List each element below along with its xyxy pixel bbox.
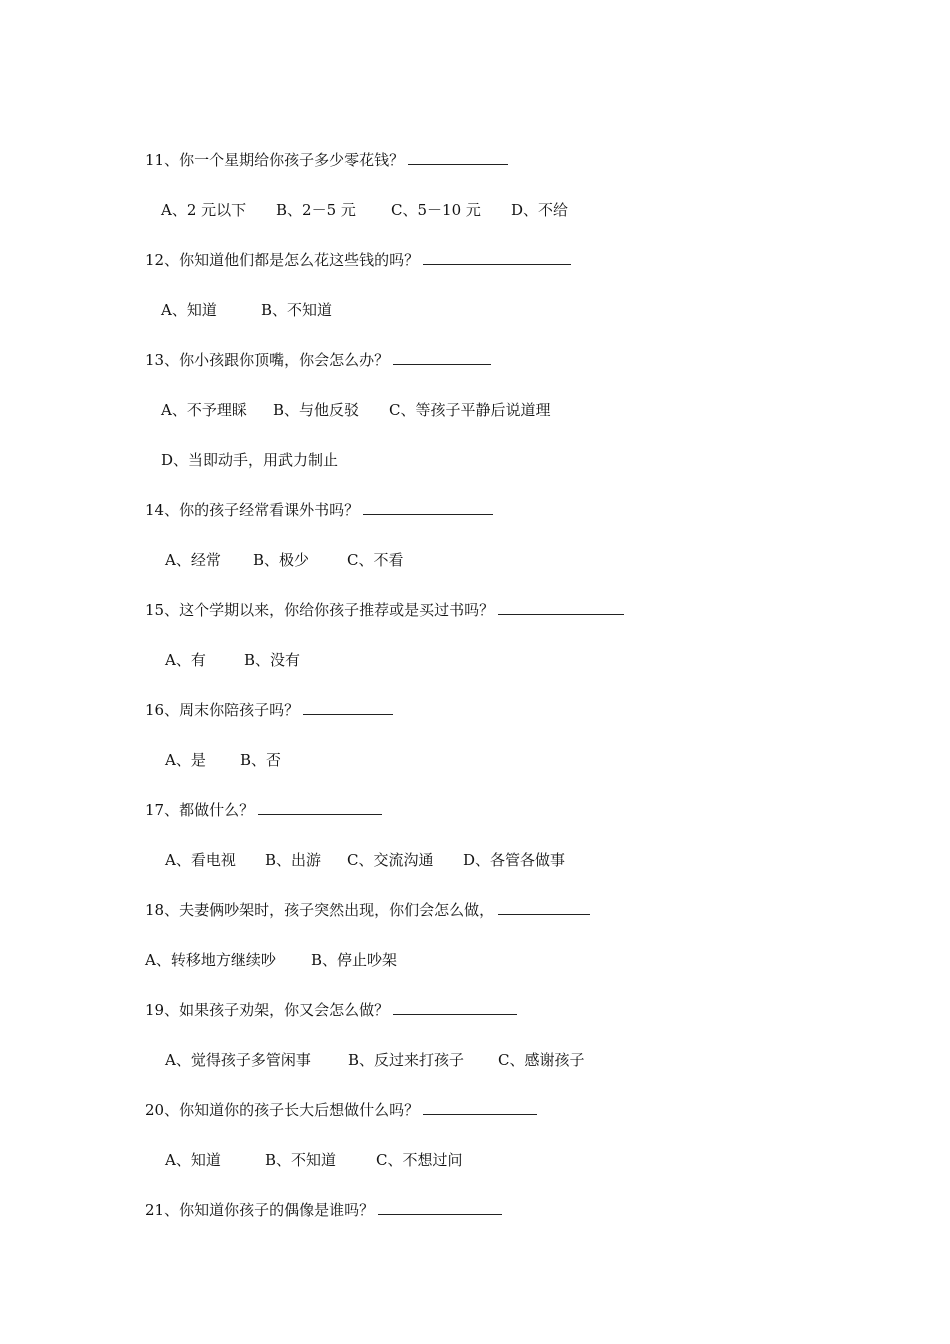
question-text: 13、你小孩跟你顶嘴，你会怎么办？ — [145, 351, 390, 369]
option: B、否 — [240, 751, 282, 769]
option: B、反过来打孩子 — [348, 1051, 465, 1069]
question-17 — [145, 800, 382, 820]
question-text: 19、如果孩子劝架，你又会怎么做？ — [145, 1001, 390, 1019]
question-16 — [145, 700, 393, 720]
option: B、与他反驳 — [273, 401, 360, 419]
option: B、没有 — [244, 651, 301, 669]
answer-blank[interactable] — [423, 1100, 537, 1115]
option: A、知道 — [165, 1151, 221, 1169]
answer-blank[interactable] — [363, 500, 493, 515]
option: C、交流沟通 — [347, 851, 434, 869]
question-14 — [145, 500, 493, 520]
option: A、有 — [165, 651, 206, 669]
question-text: 18、夫妻俩吵架时，孩子突然出现，你们会怎么做， — [145, 901, 495, 919]
option: B、不知道 — [261, 301, 333, 319]
question-19 — [145, 1000, 517, 1020]
answer-blank[interactable] — [498, 900, 590, 915]
answer-blank[interactable] — [393, 350, 491, 365]
answer-blank[interactable] — [378, 1200, 502, 1215]
question-text: 21、你知道你孩子的偶像是谁吗？ — [145, 1201, 375, 1219]
question-18 — [145, 900, 590, 920]
options-12 — [161, 300, 332, 320]
options-11 — [161, 200, 568, 220]
option: C、感谢孩子 — [498, 1051, 585, 1069]
option: A、知道 — [161, 301, 217, 319]
answer-blank[interactable] — [498, 600, 624, 615]
option: B、出游 — [265, 851, 322, 869]
question-13 — [145, 350, 491, 370]
options-13 — [161, 400, 550, 420]
answer-blank[interactable] — [423, 250, 571, 265]
option: D、不给 — [511, 201, 569, 219]
options-19 — [165, 1050, 584, 1070]
option: A、不予理睬 — [161, 401, 247, 419]
answer-blank[interactable] — [303, 700, 393, 715]
answer-blank[interactable] — [258, 800, 382, 815]
option: A、看电视 — [165, 851, 236, 869]
question-11 — [145, 150, 508, 170]
option: A、觉得孩子多管闲事 — [165, 1051, 311, 1069]
option: B、极少 — [253, 551, 310, 569]
option: B、停止吵架 — [311, 951, 398, 969]
question-text: 14、你的孩子经常看课外书吗？ — [145, 501, 360, 519]
question-text: 15、这个学期以来，你给你孩子推荐或是买过书吗？ — [145, 601, 495, 619]
question-text: 11、你一个星期给你孩子多少零花钱？ — [145, 151, 405, 169]
option: A、经常 — [165, 551, 221, 569]
option: C、5－10 元 — [391, 201, 481, 219]
answer-blank[interactable] — [408, 150, 508, 165]
option: C、不想过问 — [376, 1151, 463, 1169]
question-12 — [145, 250, 571, 270]
question-text: 17、都做什么？ — [145, 801, 255, 819]
question-text: 16、周末你陪孩子吗？ — [145, 701, 300, 719]
option: A、是 — [165, 751, 206, 769]
option: B、2－5 元 — [276, 201, 356, 219]
options-15 — [165, 650, 300, 670]
option: A、转移地方继续吵 — [145, 951, 276, 969]
question-21 — [145, 1200, 502, 1220]
question-15 — [145, 600, 624, 620]
options-17 — [165, 850, 565, 870]
option: A、2 元以下 — [161, 201, 247, 219]
options-20 — [165, 1150, 462, 1170]
option: B、不知道 — [265, 1151, 337, 1169]
options-16 — [165, 750, 281, 770]
options-14 — [165, 550, 403, 570]
options-13-continued — [161, 450, 338, 470]
question-20 — [145, 1100, 537, 1120]
answer-blank[interactable] — [393, 1000, 517, 1015]
option: C、等孩子平静后说道理 — [389, 401, 551, 419]
options-18 — [145, 950, 397, 970]
option: D、当即动手，用武力制止 — [161, 451, 339, 469]
question-text: 12、你知道他们都是怎么花这些钱的吗？ — [145, 251, 420, 269]
option: C、不看 — [347, 551, 404, 569]
question-text: 20、你知道你的孩子长大后想做什么吗？ — [145, 1101, 420, 1119]
option: D、各管各做事 — [463, 851, 566, 869]
